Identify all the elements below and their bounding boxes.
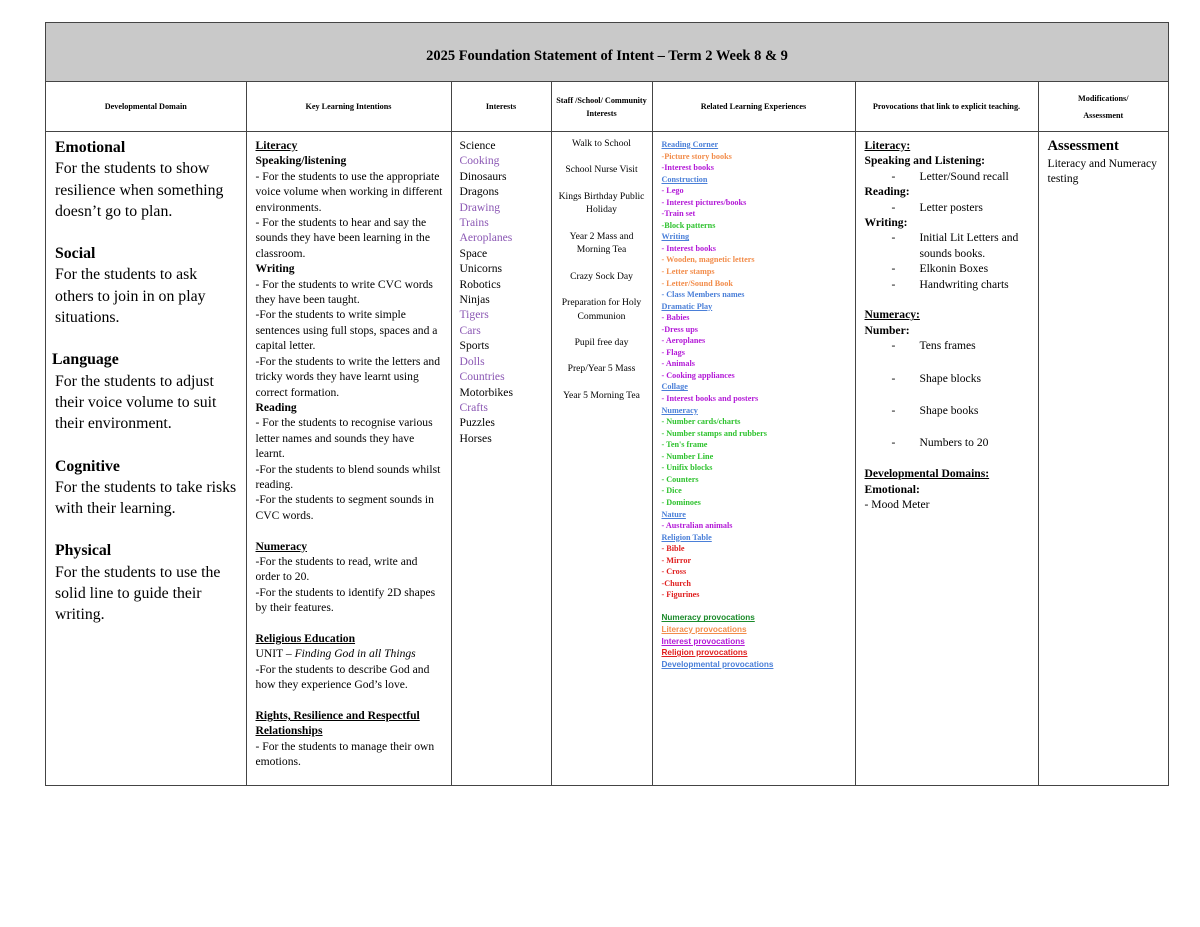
staff-event: Walk to School [572, 138, 631, 149]
provocation-key: Numeracy provocations [661, 613, 755, 623]
experience-item: - Interest books and posters [661, 394, 759, 404]
provocation-key: Developmental provocations [661, 659, 774, 669]
experience-area-link[interactable]: Collage [661, 382, 688, 392]
interest-item: Tigers [459, 308, 489, 322]
prov-item [865, 435, 1032, 450]
staff-event: Kings Birthday Public Holiday [558, 190, 645, 216]
bullet-dash: - [891, 262, 896, 276]
header-intentions: Key Learning Intentions [246, 82, 451, 132]
header-staff: Staff /School/ Community Interests [551, 82, 652, 132]
interest-item: Countries [459, 370, 505, 384]
reading-heading: Reading [255, 400, 297, 414]
intention-item: - For the students to recognise various letter names and sounds they have learnt. [255, 416, 433, 461]
domain-cell [46, 132, 246, 786]
experience-item: - Wooden, magnetic letters [661, 255, 755, 265]
staff-event: Pupil free day [574, 337, 629, 349]
prov-item-text: Numbers to 20 [919, 436, 989, 450]
page-title: 2025 Foundation Statement of Intent – Term 2 Week 8 & 9 [426, 47, 788, 64]
experience-item: -Dress ups [661, 324, 698, 334]
bullet-dash: - [891, 404, 896, 418]
experience-item: - Dice [661, 486, 682, 496]
prov-numeracy-heading: Numeracy: [864, 308, 920, 322]
interest-item: Robotics [459, 277, 501, 291]
intention-item: - For the students to use the appropriate voice volume when working in different environments. [255, 169, 443, 214]
interest-item: Dragons [459, 185, 499, 199]
intention-item: - For the students to hear and say the sounds they have been learning in the classroom. [255, 216, 431, 260]
assessment-heading: Assessment [1047, 138, 1119, 154]
experience-item: - Cross [661, 567, 687, 577]
experience-item: - Class Members names [661, 290, 745, 300]
rights-heading-line1: Rights, Resilience and Respectful [255, 708, 420, 722]
bullet-dash: - [891, 436, 896, 450]
interest-item: Dinosaurs [459, 169, 507, 183]
domain-heading: Social [55, 245, 96, 263]
prov-speaking-heading: Speaking and Listening: [864, 154, 985, 168]
experience-item: - Lego [661, 186, 684, 196]
interest-item: Drawing [459, 200, 501, 214]
experience-area-link[interactable]: Construction [661, 174, 708, 184]
experience-item: - Bible [661, 544, 685, 554]
prov-item-text: Handwriting charts [919, 277, 1009, 291]
staff-cell [551, 132, 652, 786]
prov-item-text: Initial Lit Letters and sounds books. [919, 231, 1019, 260]
prov-item [865, 371, 1032, 386]
experience-area-link[interactable]: Reading Corner [661, 140, 719, 149]
domain-heading: Physical [55, 542, 112, 560]
experience-item: - Australian animals [661, 521, 733, 531]
intentions-cell [246, 132, 451, 786]
interests-cell [451, 132, 551, 786]
header-experiences: Related Learning Experiences [652, 82, 855, 132]
intention-item: -For the students to identify 2D shapes by their features. [255, 585, 436, 615]
numeracy-heading: Numeracy [255, 539, 308, 553]
staff-event: Year 5 Morning Tea [563, 389, 640, 401]
rights-heading-line2: Relationships [255, 724, 323, 738]
interest-item: Motorbikes [459, 385, 513, 399]
experience-item: - Counters [661, 474, 699, 484]
prov-item [865, 200, 1032, 215]
intention-item: -For the students to write simple sentences using full stops, spaces and a capital letter. [255, 308, 438, 353]
experiences-list [662, 139, 849, 601]
experience-item: - Number stamps and rubbers [661, 428, 767, 438]
prov-developmental-heading: Developmental Domains: [864, 467, 990, 481]
experience-area-link[interactable]: Dramatic Play [661, 301, 713, 311]
bullet-dash: - [891, 231, 896, 245]
interest-item: Ninjas [459, 293, 490, 307]
domain-text: For the students to adjust their voice volume to suit their environment. [55, 372, 217, 433]
bullet-dash: - [891, 339, 896, 353]
experience-item: - Animals [661, 359, 695, 369]
experience-item: - Interest books [661, 243, 716, 253]
provocation-key: Religion provocations [661, 648, 748, 658]
assessment-cell [1038, 132, 1168, 786]
interests-list [460, 138, 543, 446]
experience-item: -Church [661, 578, 691, 588]
experience-item: - Mirror [661, 555, 692, 565]
interest-item: Cooking [459, 154, 500, 168]
content-row [46, 132, 1168, 786]
title-bar [46, 23, 1168, 82]
staff-event: Year 2 Mass and Morning Tea [569, 230, 634, 256]
prov-item-text: Elkonin Boxes [919, 262, 989, 276]
domain-text: For the students to show resilience when something doesn’t go to plan. [55, 160, 224, 220]
religious-heading: Religious Education [255, 631, 356, 645]
unit-prefix: UNIT – [255, 647, 295, 661]
experience-item: - Letter/Sound Book [661, 278, 733, 288]
interest-item: Aeroplanes [459, 231, 513, 245]
staff-event: School Nurse Visit [565, 164, 638, 176]
intention-item: -For the students to describe God and how they experience God’s love. [255, 662, 430, 692]
staff-event: Crazy Sock Day [570, 270, 633, 282]
bullet-dash: - [891, 371, 896, 385]
prov-item-text: Letter posters [919, 200, 983, 214]
experience-item: - Number cards/charts [661, 417, 741, 427]
speaking-heading: Speaking/listening [255, 154, 347, 168]
header-provocations: Provocations that link to explicit teaching. [855, 82, 1038, 132]
interest-item: Cars [459, 323, 481, 337]
bullet-dash: - [891, 169, 896, 183]
staff-event: Preparation for Holy Communion [561, 297, 642, 322]
prov-item-text: Shape blocks [919, 371, 982, 385]
interest-item: Crafts [459, 400, 488, 414]
experience-item: - Unifix blocks [661, 463, 713, 473]
prov-item [865, 230, 1032, 261]
intention-item: - For the students to write CVC words they have been taught. [255, 277, 433, 307]
assessment-text: Literacy and Numeracy testing [1047, 157, 1157, 186]
experience-item: - Figurines [661, 590, 700, 600]
prov-item [865, 338, 1032, 353]
writing-heading: Writing [255, 262, 295, 276]
provocation-key: Interest provocations [661, 636, 745, 646]
prov-reading-heading: Reading: [864, 185, 910, 199]
bullet-dash: - [891, 200, 896, 214]
provocation-key-list [662, 612, 849, 670]
experience-item: -Train set [661, 209, 696, 219]
prov-emotional-item: - Mood Meter [864, 498, 930, 512]
experiences-cell [652, 132, 855, 786]
bullet-dash: - [891, 277, 896, 291]
literacy-heading: Literacy [255, 139, 298, 152]
interest-item: Trains [459, 216, 489, 230]
experience-item: - Aeroplanes [661, 336, 706, 346]
experience-item: - Letter stamps [661, 267, 715, 277]
unit-line [256, 646, 443, 661]
experience-area-link[interactable]: Writing [661, 232, 690, 242]
interest-item: Science [459, 139, 496, 152]
domain-text: For the students to take risks with their learning. [55, 478, 237, 518]
staff-event: Prep/Year 5 Mass [567, 363, 636, 375]
interest-item: Space [459, 246, 488, 260]
experience-item: -Block patterns [661, 220, 716, 230]
prov-number-heading: Number: [864, 323, 910, 337]
experience-item: - Dominoes [661, 497, 701, 507]
experience-area-link[interactable]: Numeracy [661, 405, 698, 415]
planning-table [46, 82, 1168, 785]
prov-item-text: Tens frames [919, 339, 976, 353]
intention-item: -For the students to blend sounds whilst reading. [255, 462, 441, 491]
provocation-key: Literacy provocations [661, 624, 747, 634]
header-modifications-line1: Modifications/ [1078, 93, 1129, 103]
interest-item: Unicorns [459, 262, 503, 276]
header-row [46, 82, 1168, 132]
experience-item: - Flags [661, 347, 685, 357]
provocations-cell [855, 132, 1038, 786]
header-interests: Interests [451, 82, 551, 132]
domain-heading: Emotional [55, 139, 126, 156]
prov-item [865, 277, 1032, 292]
prov-emotional-heading: Emotional: [864, 482, 920, 496]
interest-item: Horses [459, 431, 492, 445]
intention-item: - For the students to manage their own emotions. [255, 739, 435, 769]
experience-item: - Babies [661, 313, 690, 323]
intention-item: -For the students to write the letters and tricky words they have learnt using correct formation. [255, 354, 440, 399]
domain-heading: Cognitive [55, 457, 120, 475]
experience-item: -Interest books [661, 163, 714, 173]
experience-area-link[interactable]: Nature [661, 509, 686, 519]
prov-item [865, 169, 1032, 184]
prov-item [865, 403, 1032, 418]
domain-text: For the students to use the solid line to guide their writing. [55, 563, 221, 624]
prov-literacy-heading: Literacy: [864, 139, 911, 152]
header-modifications [1038, 82, 1168, 132]
interest-item: Puzzles [459, 416, 495, 430]
domain-heading: Language [52, 351, 119, 369]
prov-item-text: Shape books [919, 404, 979, 418]
statement-of-intent-table [45, 22, 1169, 786]
prov-writing-heading: Writing: [864, 216, 908, 230]
prov-item [865, 261, 1032, 276]
experience-item: -Picture story books [661, 151, 732, 161]
prov-item-text: Letter/Sound recall [919, 169, 1009, 183]
interest-item: Sports [459, 339, 490, 353]
experience-area-link[interactable]: Religion Table [661, 532, 712, 542]
experience-item: - Ten's frame [661, 440, 708, 450]
header-modifications-line2: Assessment [1083, 110, 1124, 120]
experience-item: - Cooking appliances [661, 370, 735, 380]
header-domain: Developmental Domain [46, 82, 246, 132]
experience-item: - Number Line [661, 451, 714, 461]
intention-item: -For the students to segment sounds in CVC words. [255, 493, 434, 522]
experience-item: - Interest pictures/books [661, 197, 747, 207]
domain-text: For the students to ask others to join in on play situations. [55, 266, 206, 327]
interest-item: Dolls [459, 354, 485, 368]
intention-item: -For the students to read, write and order to 20. [255, 554, 418, 584]
unit-name: Finding God in all Things [294, 647, 416, 661]
